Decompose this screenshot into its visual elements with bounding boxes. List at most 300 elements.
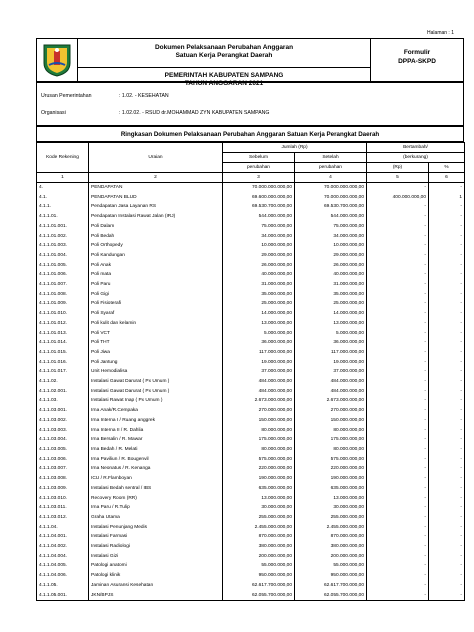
row-setelah: 29.000.000,00 — [295, 251, 367, 261]
row-selisih: - — [367, 241, 429, 251]
regency-seal-logo — [41, 43, 73, 77]
row-kode: 4.1.1.01.002. — [37, 232, 89, 242]
row-sebelum: 13.000.000,00 — [223, 319, 295, 329]
table-row — [37, 270, 465, 280]
row-setelah: 70.000.000.000,00 — [295, 193, 367, 203]
table-row — [37, 329, 465, 339]
row-uraian: Poli Dalam — [89, 222, 223, 232]
row-selisih: - — [367, 202, 429, 212]
table-row — [37, 348, 465, 358]
row-sebelum: 575.000.000,00 — [223, 455, 295, 465]
row-selisih: - — [367, 396, 429, 406]
header-title-block — [77, 39, 371, 87]
row-kode: 4.1.1.01.008. — [37, 290, 89, 300]
row-kode: 4.1.1.04.005. — [37, 561, 89, 571]
row-pct: - — [429, 552, 465, 562]
row-setelah: 484.000.000,00 — [295, 387, 367, 397]
table-row — [37, 513, 465, 523]
row-sebelum: 62.055.700.000,00 — [223, 591, 295, 601]
row-uraian: Instalasi Rawat Inap ( Px Umum ) — [89, 396, 223, 406]
row-sebelum: 484.000.000,00 — [223, 377, 295, 387]
row-kode: 4.1.1.02. — [37, 377, 89, 387]
row-kode: 4.1.1.03.012. — [37, 513, 89, 523]
table-row — [37, 552, 465, 562]
row-pct: - — [429, 426, 465, 436]
row-pct: 1 — [429, 193, 465, 203]
row-pct: - — [429, 591, 465, 601]
row-pct: - — [429, 270, 465, 280]
row-selisih: - — [367, 348, 429, 358]
row-selisih: - — [367, 367, 429, 377]
row-uraian: Instalasi Farmasi — [89, 532, 223, 542]
row-selisih: - — [367, 290, 429, 300]
row-sebelum: 635.000.000,00 — [223, 484, 295, 494]
row-pct: - — [429, 571, 465, 581]
row-kode: 4.1.1.04.001. — [37, 532, 89, 542]
document-header — [36, 38, 464, 87]
row-selisih: - — [367, 542, 429, 552]
document-title: Dokumen Pelaksanaan Perubahan Anggaran — [154, 44, 294, 51]
row-kode: 4.1.1.01.007. — [37, 280, 89, 290]
row-sebelum: 150.000.000,00 — [223, 416, 295, 426]
row-uraian: Poli VCT — [89, 329, 223, 339]
row-sebelum: 950.000.000,00 — [223, 571, 295, 581]
table-row — [37, 581, 465, 591]
table-row — [37, 474, 465, 484]
row-uraian: Pendapatan Instalasi Rawat Jalan (IRJ) — [89, 212, 223, 222]
row-setelah: 635.000.000,00 — [295, 484, 367, 494]
row-uraian: Poli Gigi — [89, 290, 223, 300]
row-uraian: Poli Anak — [89, 261, 223, 271]
row-pct: - — [429, 261, 465, 271]
row-sebelum: 75.000.000,00 — [223, 222, 295, 232]
row-selisih: - — [367, 464, 429, 474]
row-kode: 4.1.1.03.011. — [37, 503, 89, 513]
row-selisih: - — [367, 329, 429, 339]
row-setelah: 70.000.000.000,00 — [295, 183, 367, 193]
row-setelah: 80.000.000,00 — [295, 445, 367, 455]
row-kode: 4.1.1.01.003. — [37, 241, 89, 251]
row-sebelum: 62.617.700.000,00 — [223, 581, 295, 591]
row-setelah: 34.000.000,00 — [295, 232, 367, 242]
row-pct: - — [429, 280, 465, 290]
row-selisih: - — [367, 445, 429, 455]
row-setelah: 200.000.000,00 — [295, 552, 367, 562]
table-row — [37, 484, 465, 494]
row-sebelum: 380.000.000,00 — [223, 542, 295, 552]
row-selisih: - — [367, 358, 429, 368]
row-sebelum: 69.530.700.000,00 — [223, 202, 295, 212]
row-kode: 4.1.1.05.001. — [37, 591, 89, 601]
row-sebelum: 25.000.000,00 — [223, 299, 295, 309]
row-uraian: Unit Hemodialisa — [89, 367, 223, 377]
row-sebelum: 80.000.000,00 — [223, 426, 295, 436]
table-row — [37, 261, 465, 271]
row-selisih: - — [367, 552, 429, 562]
row-kode: 4.1.1.01.016. — [37, 358, 89, 368]
document-page — [36, 26, 464, 598]
row-sebelum: 31.000.000,00 — [223, 280, 295, 290]
row-uraian: Irna Paru / R.Tulip — [89, 503, 223, 513]
row-sebelum: 35.000.000,00 — [223, 290, 295, 300]
row-uraian: Pendapatan Jasa Layanan RS — [89, 202, 223, 212]
row-pct: - — [429, 329, 465, 339]
row-selisih: - — [367, 319, 429, 329]
row-setelah: 62.617.700.000,00 — [295, 581, 367, 591]
table-row — [37, 367, 465, 377]
row-pct: - — [429, 183, 465, 193]
table-row — [37, 290, 465, 300]
row-pct: - — [429, 290, 465, 300]
row-sebelum: 36.000.000,00 — [223, 338, 295, 348]
row-uraian: Instalasi Radiologi — [89, 542, 223, 552]
table-row — [37, 532, 465, 542]
row-sebelum: 255.000.000,00 — [223, 513, 295, 523]
row-kode: 4.1.1.03.006. — [37, 455, 89, 465]
row-uraian: Poli mata — [89, 270, 223, 280]
organization-info — [36, 82, 464, 126]
row-setelah: 484.000.000,00 — [295, 377, 367, 387]
row-kode: 4.1.1.03.004. — [37, 435, 89, 445]
row-pct: - — [429, 377, 465, 387]
header-bertambah: Bertambah/ — [367, 143, 465, 153]
row-pct: - — [429, 416, 465, 426]
row-setelah: 31.000.000,00 — [295, 280, 367, 290]
row-kode: 4.1.1.01.010. — [37, 309, 89, 319]
row-setelah: 80.000.000,00 — [295, 426, 367, 436]
row-pct: - — [429, 241, 465, 251]
row-setelah: 10.000.000,00 — [295, 241, 367, 251]
row-kode: 4.1.1.03.003. — [37, 426, 89, 436]
budget-table — [36, 142, 465, 601]
row-selisih: - — [367, 270, 429, 280]
row-selisih: - — [367, 416, 429, 426]
row-setelah: 117.000.000,00 — [295, 348, 367, 358]
row-kode: 4.1.1.01.005. — [37, 261, 89, 271]
row-pct: - — [429, 474, 465, 484]
table-row — [37, 426, 465, 436]
row-setelah: 19.000.000,00 — [295, 358, 367, 368]
row-kode: 4.1.1.04. — [37, 523, 89, 533]
row-selisih: - — [367, 581, 429, 591]
row-selisih: - — [367, 406, 429, 416]
row-sebelum: 220.000.000,00 — [223, 464, 295, 474]
row-setelah: 62.055.700.000,00 — [295, 591, 367, 601]
row-selisih: 400.000.000,00 — [367, 193, 429, 203]
row-uraian: Poli Jiwa — [89, 348, 223, 358]
row-kode: 4.1.1.01.012. — [37, 319, 89, 329]
row-kode: 4.1.1. — [37, 202, 89, 212]
row-pct: - — [429, 435, 465, 445]
row-pct: - — [429, 338, 465, 348]
row-pct: - — [429, 222, 465, 232]
table-row — [37, 406, 465, 416]
row-selisih: - — [367, 261, 429, 271]
row-setelah: 870.000.000,00 — [295, 532, 367, 542]
row-pct: - — [429, 212, 465, 222]
table-row — [37, 591, 465, 601]
row-sebelum: 270.000.000,00 — [223, 406, 295, 416]
row-sebelum: 175.000.000,00 — [223, 435, 295, 445]
header-sebelum-perubahan: perubahan — [223, 163, 295, 173]
row-pct: - — [429, 358, 465, 368]
header-berkurang: (berkurang) — [367, 153, 465, 163]
row-sebelum: 34.000.000,00 — [223, 232, 295, 242]
row-uraian: Graha Utama — [89, 513, 223, 523]
row-setelah: 37.000.000,00 — [295, 367, 367, 377]
row-setelah: 270.000.000,00 — [295, 406, 367, 416]
row-setelah: 175.000.000,00 — [295, 435, 367, 445]
row-uraian: ICU / R.Flamboyan — [89, 474, 223, 484]
government-name: PEMERINTAH KABUPATEN SAMPANG — [78, 67, 370, 79]
row-selisih: - — [367, 435, 429, 445]
row-pct: - — [429, 367, 465, 377]
row-sebelum: 484.000.000,00 — [223, 387, 295, 397]
header-jumlah: Jumlah (Rp) — [223, 143, 367, 153]
table-row — [37, 280, 465, 290]
table-row — [37, 571, 465, 581]
row-kode: 4.1.1.01.013. — [37, 329, 89, 339]
row-sebelum: 10.000.000,00 — [223, 241, 295, 251]
row-setelah: 36.000.000,00 — [295, 338, 367, 348]
form-code: DPPA-SKPD — [398, 58, 436, 65]
row-kode: 4.1.1.01.015. — [37, 348, 89, 358]
row-kode: 4.1.1.01.006. — [37, 270, 89, 280]
row-pct: - — [429, 406, 465, 416]
row-sebelum: 19.000.000,00 — [223, 358, 295, 368]
row-pct: - — [429, 202, 465, 212]
row-pct: - — [429, 232, 465, 242]
row-selisih: - — [367, 280, 429, 290]
row-uraian: Poli THT — [89, 338, 223, 348]
row-selisih: - — [367, 309, 429, 319]
row-sebelum: 2.673.000.000,00 — [223, 396, 295, 406]
row-kode: 4.1.1.01.001. — [37, 222, 89, 232]
row-kode: 4.1.1.03.008. — [37, 474, 89, 484]
row-uraian: Poli Kandungan — [89, 251, 223, 261]
row-setelah: 575.000.000,00 — [295, 455, 367, 465]
row-setelah: 25.000.000,00 — [295, 299, 367, 309]
row-setelah: 220.000.000,00 — [295, 464, 367, 474]
row-sebelum: 70.000.000.000,00 — [223, 183, 295, 193]
row-setelah: 5.000.000,00 — [295, 329, 367, 339]
table-row — [37, 416, 465, 426]
row-uraian: Irna Interna I / Ruang anggrek — [89, 416, 223, 426]
row-uraian: Irna Anak/R.Cempaka — [89, 406, 223, 416]
row-setelah: 2.455.000.000,00 — [295, 523, 367, 533]
table-row — [37, 222, 465, 232]
row-kode: 4.1.1.01.004. — [37, 251, 89, 261]
row-kode: 4.1.1.03.010. — [37, 494, 89, 504]
row-selisih: - — [367, 513, 429, 523]
row-uraian: Poli Jantung — [89, 358, 223, 368]
row-pct: - — [429, 309, 465, 319]
row-setelah: 13.000.000,00 — [295, 319, 367, 329]
col-num-4: 4 — [295, 173, 367, 183]
row-uraian: Poli Syaraf — [89, 309, 223, 319]
row-sebelum: 55.000.000,00 — [223, 561, 295, 571]
row-sebelum: 544.000.000,00 — [223, 212, 295, 222]
row-pct: - — [429, 494, 465, 504]
row-uraian: Instalasi Gawat Darurat ( Px Umum ) — [89, 387, 223, 397]
row-pct: - — [429, 455, 465, 465]
urusan-value: : 1.02. - KESEHATAN — [119, 93, 169, 99]
row-setelah: 40.000.000,00 — [295, 270, 367, 280]
row-sebelum: 13.000.000,00 — [223, 494, 295, 504]
row-uraian: Poli kulit dan kelamin — [89, 319, 223, 329]
row-selisih: - — [367, 212, 429, 222]
row-pct: - — [429, 503, 465, 513]
table-row — [37, 494, 465, 504]
row-pct: - — [429, 532, 465, 542]
header-pct: % — [429, 163, 465, 173]
summary-title: Ringkasan Dokumen Pelaksanaan Perubahan Anggaran Satuan Kerja Perangkat Daerah — [36, 126, 464, 142]
row-uraian: Instalasi Gawat Darurat ( Px Umum ) — [89, 377, 223, 387]
row-selisih: - — [367, 591, 429, 601]
row-uraian: Poli Bedah — [89, 232, 223, 242]
header-setelah: Setelah — [295, 153, 367, 163]
row-setelah: 2.673.000.000,00 — [295, 396, 367, 406]
row-pct: - — [429, 348, 465, 358]
table-row — [37, 299, 465, 309]
col-num-6: 6 — [429, 173, 465, 183]
row-sebelum: 870.000.000,00 — [223, 532, 295, 542]
row-setelah: 150.000.000,00 — [295, 416, 367, 426]
row-pct: - — [429, 581, 465, 591]
table-row — [37, 358, 465, 368]
row-setelah: 544.000.000,00 — [295, 212, 367, 222]
row-setelah: 75.000.000,00 — [295, 222, 367, 232]
col-num-3: 3 — [223, 173, 295, 183]
table-row — [37, 445, 465, 455]
table-row — [37, 396, 465, 406]
row-selisih: - — [367, 426, 429, 436]
row-selisih: - — [367, 523, 429, 533]
organisasi-label: Organisasi — [41, 110, 66, 116]
row-setelah: 255.000.000,00 — [295, 513, 367, 523]
table-row — [37, 377, 465, 387]
table-row — [37, 387, 465, 397]
organisasi-value: : 1.02.02. - RSUD dr.MOHAMMAD ZYN KABUPATEN SAMPANG — [119, 110, 270, 116]
row-selisih: - — [367, 222, 429, 232]
row-setelah: 13.000.000,00 — [295, 494, 367, 504]
fiscal-year: TAHUN ANGGARAN 2021 — [184, 80, 264, 87]
row-kode: 4.1.1.04.002. — [37, 542, 89, 552]
row-kode: 4.1.1.05. — [37, 581, 89, 591]
row-uraian: Poli Fisioterafi — [89, 299, 223, 309]
row-uraian: Irna Neonatus / R. Kenanga — [89, 464, 223, 474]
row-uraian: Jaminan Asuransi Kesehatan — [89, 581, 223, 591]
table-row — [37, 183, 465, 193]
row-kode: 4.1.1.03.009. — [37, 484, 89, 494]
row-pct: - — [429, 445, 465, 455]
row-uraian: Irna Paviliun / R. Bougenvil — [89, 455, 223, 465]
row-kode: 4.1.1.03. — [37, 396, 89, 406]
col-num-1: 1 — [37, 173, 89, 183]
row-pct: - — [429, 319, 465, 329]
table-row — [37, 464, 465, 474]
table-row — [37, 338, 465, 348]
row-kode: 4.1.1.04.004. — [37, 552, 89, 562]
row-selisih: - — [367, 561, 429, 571]
row-sebelum: 40.000.000,00 — [223, 270, 295, 280]
row-uraian: Instalasi Gizi — [89, 552, 223, 562]
row-setelah: 30.000.000,00 — [295, 503, 367, 513]
row-kode: 4.1.1.01.017. — [37, 367, 89, 377]
row-sebelum: 69.600.000.000,00 — [223, 193, 295, 203]
row-kode: 4.1. — [37, 193, 89, 203]
row-uraian: Instalasi Penunjang Medis — [89, 523, 223, 533]
form-code-block — [371, 39, 463, 81]
row-kode: 4. — [37, 183, 89, 193]
row-kode: 4.1.1.03.001. — [37, 406, 89, 416]
header-kode: Kode Rekening — [37, 143, 89, 173]
form-label: Formulir — [403, 49, 431, 56]
row-uraian: Poli Paru — [89, 280, 223, 290]
row-sebelum: 14.000.000,00 — [223, 309, 295, 319]
row-sebelum: 37.000.000,00 — [223, 367, 295, 377]
row-setelah: 14.000.000,00 — [295, 309, 367, 319]
row-pct: - — [429, 513, 465, 523]
row-selisih: - — [367, 532, 429, 542]
row-uraian: Patologi anatomi — [89, 561, 223, 571]
row-kode: 4.1.1.03.002. — [37, 416, 89, 426]
row-uraian: Irna Bersalin / R. Mawar — [89, 435, 223, 445]
row-uraian: Irna Bedah / R. Melati — [89, 445, 223, 455]
header-sebelum: Sebelum — [223, 153, 295, 163]
row-selisih: - — [367, 503, 429, 513]
table-row — [37, 523, 465, 533]
row-uraian: Irna Interna II / R. Dahlia — [89, 426, 223, 436]
row-setelah: 190.000.000,00 — [295, 474, 367, 484]
row-kode: 4.1.1.04.006. — [37, 571, 89, 581]
row-pct: - — [429, 464, 465, 474]
row-sebelum: 80.000.000,00 — [223, 445, 295, 455]
row-selisih: - — [367, 299, 429, 309]
table-body — [37, 183, 465, 601]
document-subtitle: Satuan Kerja Perangkat Daerah — [175, 52, 273, 59]
row-kode: 4.1.1.02.001. — [37, 387, 89, 397]
table-row — [37, 232, 465, 242]
page-number: Halaman : 1 — [427, 30, 454, 36]
row-kode: 4.1.1.03.007. — [37, 464, 89, 474]
row-selisih: - — [367, 183, 429, 193]
row-pct: - — [429, 251, 465, 261]
row-selisih: - — [367, 387, 429, 397]
row-pct: - — [429, 484, 465, 494]
row-pct: - — [429, 387, 465, 397]
table-row — [37, 319, 465, 329]
row-pct: - — [429, 542, 465, 552]
row-setelah: 26.000.000,00 — [295, 261, 367, 271]
row-kode: 4.1.1.01. — [37, 212, 89, 222]
row-sebelum: 26.000.000,00 — [223, 261, 295, 271]
table-row — [37, 435, 465, 445]
row-uraian: JKN/BPJS — [89, 591, 223, 601]
table-row — [37, 561, 465, 571]
row-uraian: Instalasi Bedah sentral / IBS — [89, 484, 223, 494]
row-selisih: - — [367, 232, 429, 242]
table-row — [37, 212, 465, 222]
table-row — [37, 241, 465, 251]
row-uraian: Poli Orthopedy — [89, 241, 223, 251]
table-row — [37, 193, 465, 203]
header-setelah-perubahan: perubahan — [295, 163, 367, 173]
row-sebelum: 29.000.000,00 — [223, 251, 295, 261]
row-uraian: PENDAPATAN BLUD — [89, 193, 223, 203]
table-row — [37, 542, 465, 552]
table-row — [37, 455, 465, 465]
